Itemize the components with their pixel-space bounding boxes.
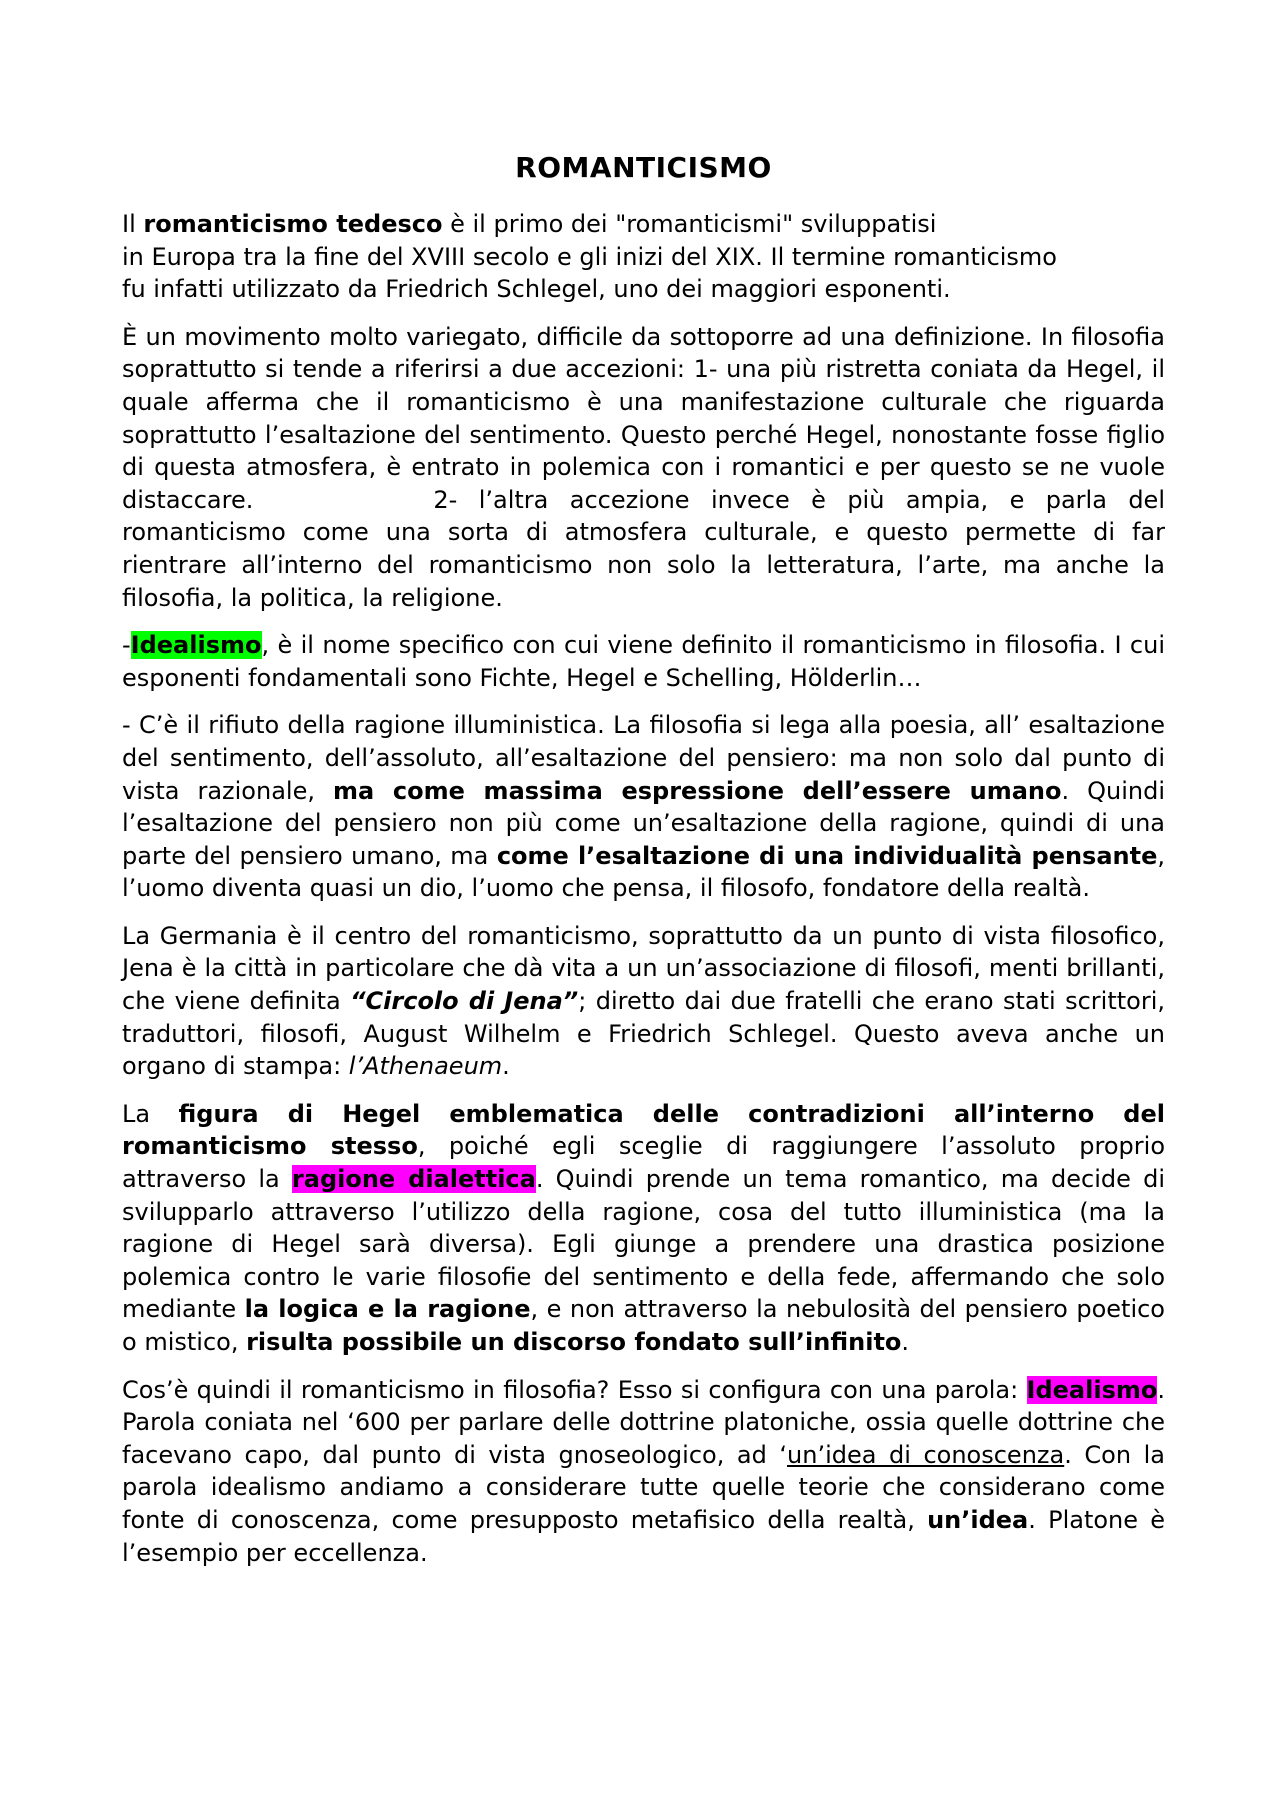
bold-phrase: ma come massima espressione dell’essere umano [332, 776, 1062, 805]
bold-phrase: figura di Hegel emblematica delle contradizioni all’interno del romanticismo stesso [122, 1099, 1165, 1161]
bold-phrase: romanticismo tedesco [143, 210, 443, 238]
highlight-idealismo-magenta: Idealismo [1026, 1375, 1158, 1404]
underlined-phrase: un’idea di conoscenza [787, 1440, 1065, 1469]
athenaeum: l’Athenaeum [348, 1052, 503, 1081]
bold-phrase: risulta possibile un discorso fondato sull’infinito [246, 1328, 902, 1356]
page-title: ROMANTICISMO [515, 151, 772, 184]
paragraph-definition: È un movimento molto variegato, difficile da sottoporre ad una definizione. In filosofia soprattutto si tende a riferirsi a due accezioni: 1- una più ristretta coniata da Hegel, il quale afferma che il romanticismo è una manifestazione culturale che riguarda soprattutto l’esaltazione del sentimento. Questo perché Hegel, nonostante fosse figlio di questa atmosfera, è entrato in polemica con i romantici e per questo se ne vuole distaccare. 2- l’altra accezione invece è più ampia, e parla del romanticismo come una sorta di atmosfera culturale, e questo permette di far rientrare all’interno del romanticismo non solo la letteratura, l’arte, ma anche la filosofia, la politica, la religione. [122, 322, 1165, 612]
paragraph-germania: La Germania è il centro del romanticismo, soprattutto da un punto di vista filosofico, Jena è la città in particolare che dà vita a un un’associazione di filosofi, menti brillanti, che viene definita “Circolo di Jena”; diretto dai due fratelli che erano stati scrittori, traduttori, filosofi, August Wilhelm e Friedrich Schlegel. Questo aveva anche un organo di stampa: l’Athenaeum. [122, 921, 1165, 1081]
highlight-ragione-dialettica: ragione dialettica [291, 1165, 536, 1194]
paragraph-idealismo-definizione: Cos’è quindi il romanticismo in filosofia? Esso si configura con una parola: Idealismo. Parola coniata nel ‘600 per parlare delle dottrine platoniche, ossia quelle dottrine che facevano capo, dal punto di vista gnoseologico, ad ‘un’idea di conoscenza. Con la parola idealismo andiamo a considerare tutte quelle teorie che considerano come fonte di conoscenza, come presupposto metafisico della realtà, un’idea. Platone è l’esempio per eccellenza. [122, 1375, 1165, 1567]
bold-phrase: un’idea [927, 1505, 1029, 1534]
paragraph-rifiuto-ragione: - C’è il rifiuto della ragione illuministica. La filosofia si lega alla poesia, all’ esaltazione del sentimento, dell’assoluto, all’esaltazione del pensiero: ma non solo dal punto di vista razionale, ma come massima espressione dell’essere umano. Quindi l’esaltazione del pensiero non più come un’esaltazione della ragione, quindi di una parte del pensiero umano, ma come l’esaltazione di una individualità pensante, l’uomo diventa quasi un dio, l’uomo che pensa, il filosofo, fondatore della realtà. [122, 711, 1166, 903]
highlight-idealismo-green: Idealismo [130, 631, 262, 660]
paragraph-idealismo: -Idealismo, è il nome specifico con cui viene definito il romanticismo in filosofia. I cui esponenti fondamentali sono Fichte, Hegel e Schelling, Hölderlin… [122, 631, 1165, 692]
bold-phrase: come l’esaltazione di una individualità pensante [496, 841, 1158, 870]
bold-phrase: la logica e la ragione [244, 1295, 531, 1324]
circolo-di-jena: “Circolo di Jena” [350, 987, 579, 1016]
paragraph-intro: Il romanticismo tedesco è il primo dei "romanticismi" sviluppatisi in Europa tra la fine del XVIII secolo e gli inizi del XIX. Il termine romanticismo fu infatti utilizzato da Friedrich Schlegel, uno dei maggiori esponenti. [122, 210, 1057, 304]
paragraph-hegel: La figura di Hegel emblematica delle contradizioni all’interno del romanticismo stesso, poiché egli sceglie di raggiungere l’assoluto proprio attraverso la ragione dialettica. Quindi prende un tema romantico, ma decide di svilupparlo attraverso l’utilizzo della ragione, cosa del tutto illuministica (ma la ragione di Hegel sarà diversa). Egli giunge a prendere una drastica posizione polemica contro le varie filosofie del sentimento e della fede, affermando che solo mediante la logica e la ragione, e non attraverso la nebulosità del pensiero poetico o mistico, risulta possibile un discorso fondato sull’infinito. [122, 1099, 1166, 1356]
